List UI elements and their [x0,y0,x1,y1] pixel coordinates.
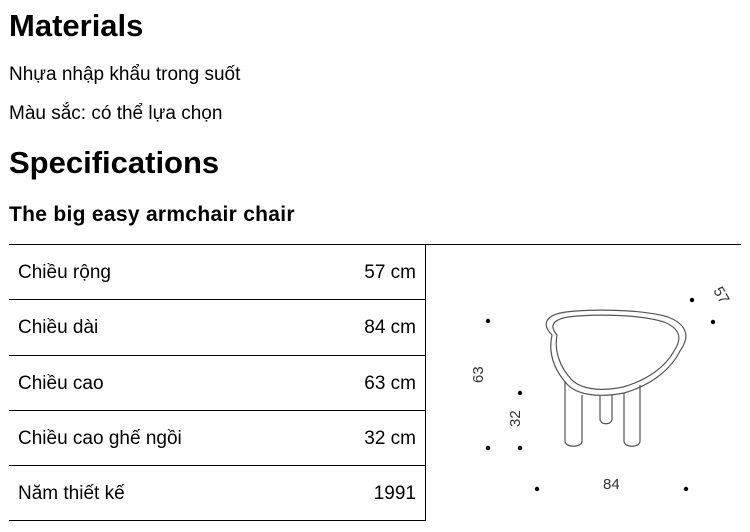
diagram-label-width: 57 [709,283,733,307]
diagram-label-height: 63 [470,366,487,383]
diagram-label-seat-height: 32 [507,410,524,427]
spec-row-width [9,245,425,300]
spec-row-length [9,300,425,355]
spec-label: Chiều cao [18,372,104,394]
color-option-text: Màu sắc: có thể lựa chọn [9,103,223,124]
spec-row-seat-height [9,411,425,466]
spec-label: Chiều rộng [18,261,111,283]
specifications-table [9,244,741,521]
spec-value: 63 cm [364,372,416,394]
spec-value: 1991 [373,482,416,504]
spec-row-design-year [9,466,425,521]
spec-value: 32 cm [364,427,416,449]
chair-dimension-diagram [426,245,741,521]
spec-label: Chiều cao ghế ngồi [18,427,182,449]
spec-value: 57 cm [364,261,416,283]
spec-label: Năm thiết kế [18,482,125,504]
spec-label: Chiều dài [18,316,99,338]
spec-row-height [9,356,425,411]
dimension-marker-dots [486,298,715,491]
chair-illustration [546,310,686,446]
materials-heading: Materials [9,8,144,43]
material-description: Nhựa nhập khẩu trong suốt [9,64,241,85]
specifications-heading: Specifications [9,145,220,180]
diagram-label-length: 84 [603,476,620,493]
product-name: The big easy armchair chair [9,203,295,226]
spec-value: 84 cm [364,316,416,338]
